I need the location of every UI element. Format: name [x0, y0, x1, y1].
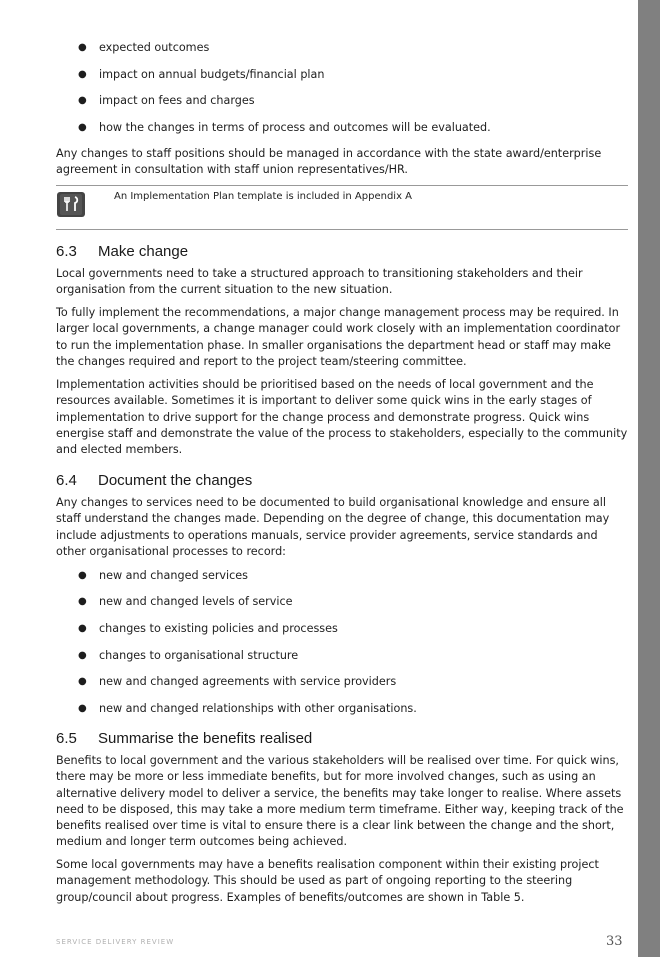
section-heading-6-4: 6.4 Document the changes: [56, 472, 253, 489]
paragraph-staff: Any changes to staff positions should be managed in accordance with the state award/enterprise agreement in consultation with staff union representatives/HR.: [56, 147, 602, 177]
footer-document-title: SERVICE DELIVERY REVIEW: [56, 938, 175, 946]
section-heading-6-5: 6.5 Summarise the benefits realised: [56, 730, 313, 747]
list-item: ● expected outcomes: [78, 41, 210, 54]
paragraph: Some local governments may have a benefits realisation component within their existing project management methodology. This should be used as part of ongoing reporting to the steering group/council about progress. Examples of benefits/outcomes are shown in Table 5.: [56, 858, 599, 904]
list-item: ● new and changed relationships with other organisations.: [78, 702, 417, 715]
paragraph: To fully implement the recommendations, a major change management process may be required. In larger local governments, a change manager could work closely with an implementation coordinator to run the implementation phase. In smaller organisations the department head or staff may make the changes required and report to the project team/steering committee.: [56, 306, 621, 368]
list-item: ● new and changed services: [78, 569, 249, 582]
divider: [56, 229, 628, 230]
paragraph: Implementation activities should be prioritised based on the needs of local government and the resources available. Sometimes it is important to deliver some quick wins in the early stages of implementation to drive support for the change process and demonstrate progress. Quick wins energise staff and demonstrate the value of the process to stakeholders, especially to the community and elected members.: [56, 378, 628, 457]
page-number: 33: [606, 934, 623, 949]
side-tab-bar: [638, 0, 660, 957]
list-item: ● new and changed levels of service: [78, 595, 293, 608]
list-item: ● how the changes in terms of process and outcomes will be evaluated.: [78, 121, 491, 134]
section-heading-6-3: 6.3 Make change: [56, 243, 189, 260]
divider: [56, 185, 628, 186]
list-item: ● impact on fees and charges: [78, 94, 255, 107]
list-item: ● changes to existing policies and processes: [78, 622, 338, 635]
note-text: An Implementation Plan template is included in Appendix A: [114, 191, 413, 202]
list-item: ● changes to organisational structure: [78, 649, 299, 662]
paragraph: Any changes to services need to be documented to build organisational knowledge and ensure all staff understand the changes made. Depending on the degree of change, this documentation may include adjustments to operations manuals, service provider agreements, service standards and other organisational processes to record:: [56, 496, 610, 558]
tools-icon: [57, 192, 85, 217]
list-item: ● impact on annual budgets/financial plan: [78, 68, 325, 81]
list-item: ● new and changed agreements with service providers: [78, 675, 397, 688]
paragraph: Local governments need to take a structured approach to transitioning stakeholders and their organisation from the current situation to the new situation.: [56, 267, 583, 297]
paragraph: Benefits to local government and the various stakeholders will be realised over time. For quick wins, there may be more or less immediate benefits, but for more involved changes, such as using an alternative delivery model to deliver a service, the benefits may take longer to realise. Where assets need to be disposed, this may take a more medium term timeframe. Either way, keeping track of the benefits realised over time is vital to ensure there is a clear link between the change and the short, medium and longer term outcomes being achieved.: [56, 754, 624, 849]
